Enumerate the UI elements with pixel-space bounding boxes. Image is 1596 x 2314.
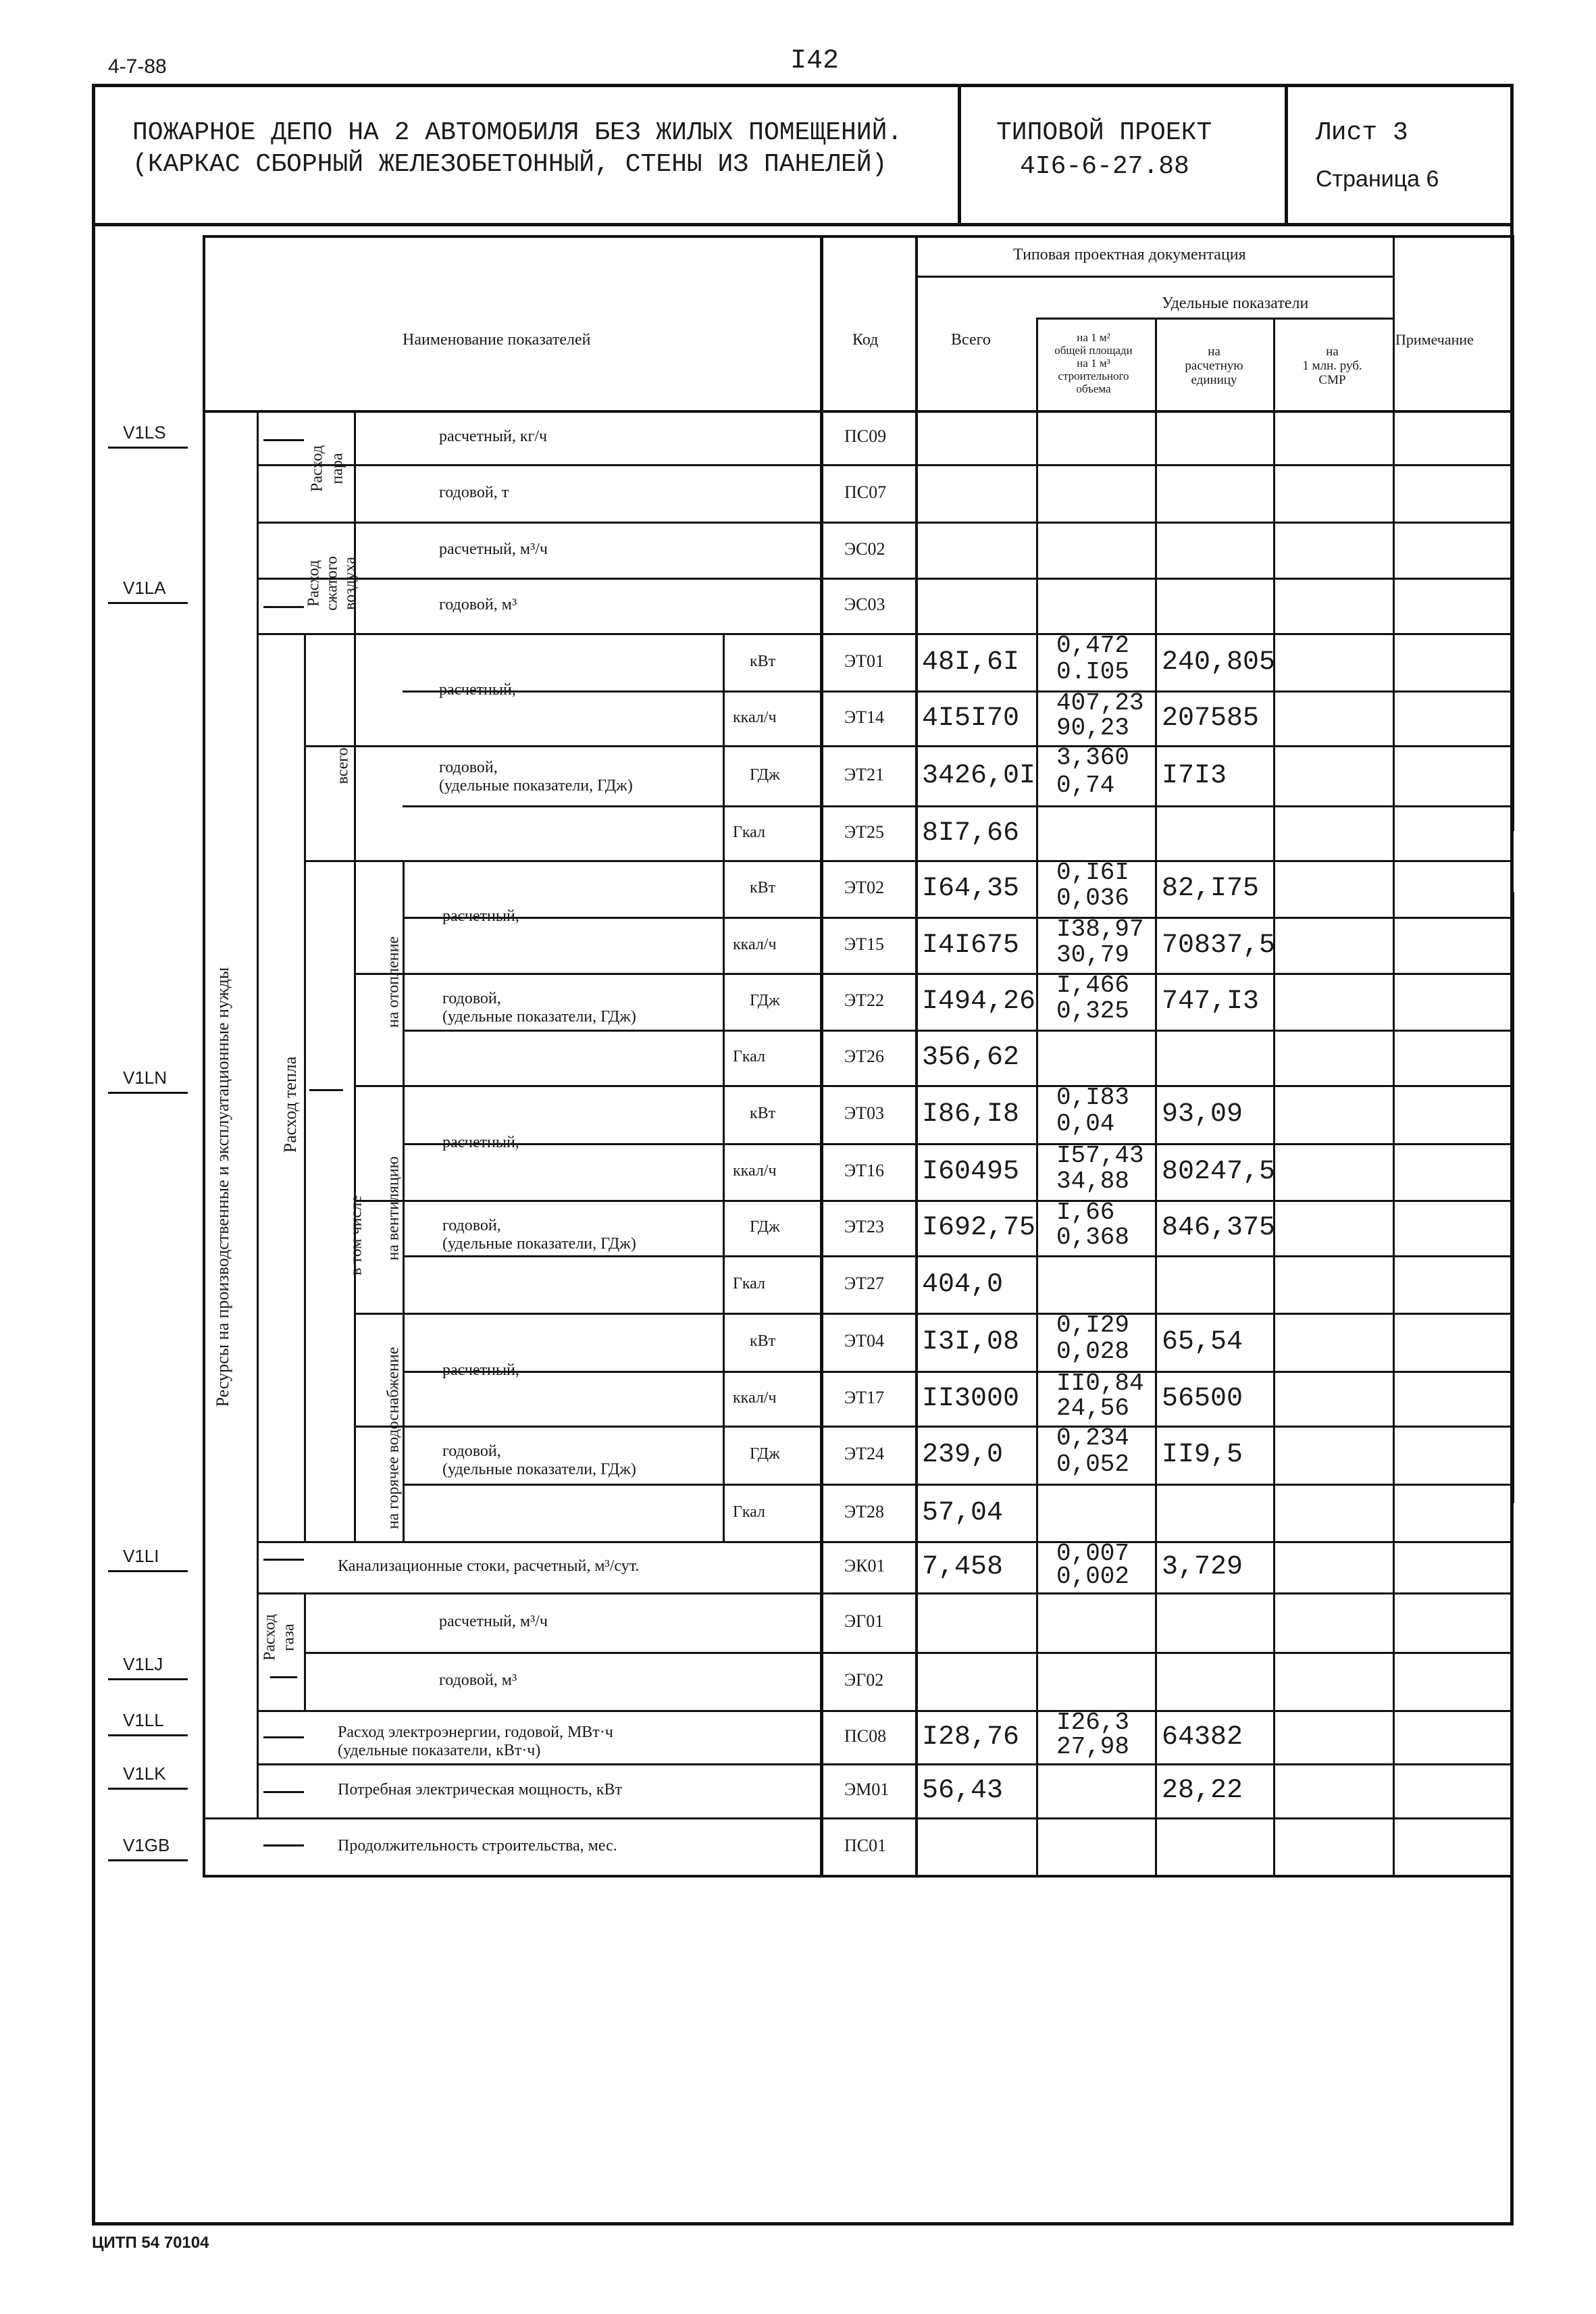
row-unit: Гкал: [733, 1048, 766, 1065]
row-unit: Гкал: [733, 1503, 766, 1521]
bracket-tick: [263, 1791, 304, 1793]
hotwater-mid: [354, 1426, 723, 1428]
row-spec-unit: 56500: [1162, 1383, 1243, 1414]
section-air-end: [257, 633, 1512, 635]
table-left-border: [203, 235, 205, 1875]
section-resources-end: [203, 1817, 1512, 1819]
header-per-m2: [1036, 331, 1151, 395]
per-unit-line: единицу: [1191, 373, 1237, 387]
group-air-3: воздуха: [341, 557, 359, 610]
spec2-col-left: [1155, 318, 1157, 1875]
row-name: расчетный,: [442, 1361, 519, 1379]
group-heat-total: всего: [334, 747, 352, 784]
left-code: V1LA: [123, 578, 166, 598]
row-spec-area-b: 0.I05: [1056, 657, 1130, 686]
row-name: Расход электроэнергии, годовой, МВт·ч: [338, 1724, 613, 1741]
per-m2-line: строительного: [1058, 370, 1129, 382]
left-code: V1LL: [123, 1710, 164, 1730]
row-spec-area-b: 0,052: [1056, 1451, 1130, 1478]
page-of-sheet: Страница 6: [1316, 166, 1439, 192]
header-name: Наименование показателей: [403, 331, 591, 349]
document-date: 4-7-88: [108, 55, 167, 78]
row-code: ЭТ21: [844, 764, 885, 784]
row-spec-unit: 747,I3: [1162, 986, 1260, 1017]
bracket-tick: [263, 1844, 304, 1846]
row-total: I494,26: [922, 986, 1036, 1017]
row-code: ЭТ25: [844, 822, 885, 842]
row-unit: ккал/ч: [733, 708, 777, 726]
row-name: годовой, м³: [439, 596, 517, 613]
table-bottom: [203, 1875, 1512, 1878]
row-separator: [257, 1763, 1512, 1765]
per-m2-line: объема: [1076, 382, 1111, 395]
group-gas-2: газа: [280, 1624, 298, 1651]
row-code: ЭТ04: [844, 1331, 885, 1351]
row-spec-unit: 240,805: [1162, 647, 1276, 678]
row-code: ЭТ27: [844, 1273, 885, 1293]
row-unit: кВт: [750, 879, 776, 897]
left-code: V1LN: [123, 1067, 168, 1088]
per-m2-line: общей площади: [1054, 344, 1133, 357]
heating-mid: [354, 973, 723, 975]
left-code-underline: [108, 1788, 188, 1790]
row-unit: ГДж: [750, 1445, 780, 1463]
row-separator: [403, 690, 1512, 693]
group-incl: в том числе: [347, 1195, 365, 1276]
left-code-underline: [108, 1678, 188, 1680]
header-total: Всего: [951, 331, 991, 349]
row-unit: ккал/ч: [733, 1162, 777, 1180]
unit-col-left: [723, 633, 725, 1541]
group-gas-1: Расход: [261, 1614, 279, 1661]
table-right-border-upper: [1512, 235, 1514, 831]
row-spec-unit: 80247,5: [1162, 1157, 1276, 1187]
per-unit-line: расчетную: [1185, 359, 1243, 373]
row-total: 239,0: [922, 1440, 1004, 1470]
row-separator: [403, 1030, 1512, 1032]
row-code: ЭТ03: [844, 1103, 885, 1123]
header-note: Примечание: [1395, 331, 1474, 348]
row-spec-area-b: 0,74: [1056, 771, 1115, 799]
row-separator: [403, 1484, 1512, 1486]
row-code: ЭТ15: [844, 934, 885, 954]
per-unit-line: на: [1208, 345, 1220, 359]
row-spec-area-a: 407,23: [1056, 689, 1144, 717]
row-code: ПС08: [844, 1726, 887, 1746]
section-heat-total-end: [304, 860, 1512, 862]
row-name: расчетный, кг/ч: [439, 428, 548, 445]
header-code: Код: [852, 331, 879, 349]
group-resources: Ресурсы на производственные и эксплуатационные нужды: [213, 967, 232, 1407]
table-top-border: [203, 235, 1512, 238]
row-total: 8I7,66: [922, 818, 1020, 849]
row-total: 57,04: [922, 1497, 1004, 1528]
row-name: расчетный,: [439, 681, 516, 699]
row-spec-area-b: 0,028: [1056, 1338, 1130, 1365]
doc-header-under: [915, 276, 1393, 278]
row-name: расчетный,: [442, 907, 519, 925]
row-name-note: (удельные показатели, ГДж): [442, 1008, 636, 1026]
row-spec-area-b: 90,23: [1056, 713, 1130, 742]
row-separator: [403, 805, 1512, 807]
row-total: 404,0: [922, 1269, 1004, 1300]
row-name: годовой,: [439, 759, 498, 776]
header-specific: Удельные показатели: [1162, 295, 1309, 312]
row-separator: [403, 1371, 1512, 1373]
row-code: ЭТ23: [844, 1217, 885, 1236]
group-ventilation: на вентиляцию: [384, 1156, 403, 1261]
note-col-left: [1393, 235, 1395, 1875]
row-name-note: (удельные показатели, ГДж): [439, 777, 633, 795]
title-block-bottom: [92, 223, 1514, 226]
row-code: ЭТ26: [844, 1047, 885, 1066]
group-air-2: сжатого: [323, 556, 341, 611]
row-name: годовой,: [442, 990, 501, 1007]
footer-stamp: ЦИТП 54 70104: [92, 2234, 209, 2252]
row-name: Потребная электрическая мощность, кВт: [338, 1781, 622, 1799]
row-spec-unit: I7I3: [1162, 760, 1227, 791]
row-separator: [723, 1200, 1512, 1202]
spec1-col-left: [1036, 318, 1038, 1875]
header-bottom: [203, 410, 1512, 413]
row-spec-unit: 82,I75: [1162, 874, 1260, 904]
row-code: ЭТ01: [844, 651, 885, 671]
row-name: годовой,: [442, 1442, 501, 1460]
row-name: годовой,: [442, 1217, 501, 1234]
row-unit: ГДж: [750, 765, 780, 784]
row-spec-area-b: 24,56: [1056, 1394, 1130, 1422]
row-spec-area-b: 0,002: [1056, 1563, 1130, 1590]
row-separator: [257, 464, 1512, 466]
row-spec-area-b: 34,88: [1056, 1167, 1130, 1195]
title-line-1: ПОЖАРНОЕ ДЕПО НА 2 АВТОМОБИЛЯ БЕЗ ЖИЛЫХ ПОМЕЩЕНИЙ.: [132, 118, 903, 147]
group-hotwater: на горячее водоснабжение: [384, 1347, 403, 1530]
row-spec-area-a: I26,3: [1056, 1709, 1130, 1736]
heat-group-right: [304, 633, 306, 1541]
row-spec-area-a: 0,007: [1056, 1540, 1130, 1567]
row-unit: кВт: [750, 1105, 776, 1122]
row-name: расчетный, м³/ч: [439, 540, 548, 558]
left-code: V1LJ: [123, 1654, 163, 1674]
row-spec-area-a: 0,234: [1056, 1424, 1130, 1452]
page-number: I42: [790, 46, 840, 76]
row-unit: ГДж: [750, 992, 780, 1009]
row-spec-area-a: 0,I6I: [1056, 859, 1130, 886]
per-m2-line: на 1 м²: [1077, 331, 1110, 344]
row-spec-area-b: 0,036: [1056, 884, 1130, 912]
title-line-2: (КАРКАС СБОРНЫЙ ЖЕЛЕЗОБЕТОННЫЙ, СТЕНЫ ИЗ ПАНЕЛЕЙ): [132, 150, 887, 179]
row-name: годовой, м³: [439, 1671, 517, 1689]
row-total: 356,62: [922, 1042, 1020, 1073]
row-unit: кВт: [750, 652, 776, 670]
gas-label-right: [304, 1592, 306, 1710]
row-name: Канализационные стоки, расчетный, м³/сут.: [338, 1557, 640, 1575]
row-spec-area-b: 0,04: [1056, 1110, 1115, 1138]
section-ventilation-end: [354, 1313, 1512, 1315]
row-code: ЭТ24: [844, 1444, 885, 1463]
row-spec-area-a: 0,I83: [1056, 1084, 1130, 1111]
row-code: ЭС02: [844, 538, 885, 559]
row-code: ЭТ02: [844, 878, 885, 897]
row-spec-area-a: I57,43: [1056, 1142, 1144, 1169]
row-code: ЭТ16: [844, 1161, 885, 1180]
row-spec-unit: 64382: [1162, 1721, 1243, 1753]
row-spec-area-a: 3,360: [1056, 744, 1130, 772]
row-code: ЭТ14: [844, 707, 885, 727]
heat-total-mid: [304, 745, 723, 747]
row-total: I64,35: [922, 874, 1020, 904]
spec3-col-left: [1273, 318, 1275, 1875]
bracket-tick: [263, 1559, 304, 1561]
bracket-tick: [309, 1089, 343, 1091]
per-mln-line: на: [1326, 345, 1339, 359]
row-total: I692,75: [922, 1213, 1036, 1243]
left-code: V1LS: [123, 422, 166, 443]
row-spec-unit: 28,22: [1162, 1776, 1243, 1806]
row-total: 48I,6I: [922, 647, 1020, 678]
row-name: расчетный,: [442, 1134, 519, 1151]
code-col-left: [820, 235, 823, 1875]
row-spec-unit: II9,5: [1162, 1440, 1243, 1470]
row-name: расчетный, м³/ч: [439, 1613, 548, 1630]
row-unit: ккал/ч: [733, 1388, 777, 1407]
row-spec-area-b: 0,368: [1056, 1224, 1130, 1251]
row-unit: кВт: [750, 1332, 776, 1350]
ventilation-mid: [354, 1200, 723, 1202]
row-separator: [304, 1652, 1512, 1654]
row-total: I3I,08: [922, 1327, 1020, 1357]
row-separator: [257, 578, 1512, 580]
row-spec-area-a: 0,472: [1056, 632, 1130, 659]
row-code: ЭГ01: [844, 1611, 884, 1631]
sheet-number: Лист 3: [1316, 118, 1408, 147]
row-spec-area-a: I38,97: [1056, 915, 1144, 943]
project-number: 4I6-6-27.88: [1020, 152, 1189, 181]
row-total: I28,76: [922, 1721, 1020, 1753]
total-col-left: [915, 235, 918, 1875]
row-separator: [257, 1592, 1512, 1594]
header-per-mln: [1273, 345, 1391, 387]
row-spec-unit: 207585: [1162, 703, 1260, 734]
header-doc: Типовая проектная документация: [1013, 246, 1246, 263]
table-right-border-mid: [1512, 892, 1514, 1503]
header-per-unit: [1155, 345, 1273, 387]
bracket-tick: [263, 606, 304, 608]
left-code-underline: [108, 1570, 188, 1572]
resources-group-right: [257, 410, 259, 1817]
title-divider-1: [958, 84, 961, 224]
left-code: V1LK: [123, 1763, 166, 1784]
row-code: ЭТ17: [844, 1387, 885, 1407]
row-spec-area-a: I,466: [1056, 972, 1130, 999]
row-total: I4I675: [922, 930, 1020, 961]
row-total: II3000: [922, 1383, 1020, 1414]
row-name: годовой, т: [439, 483, 509, 501]
row-total: I86,I8: [922, 1099, 1020, 1130]
per-mln-line: 1 млн. руб.: [1302, 359, 1362, 373]
row-total: 3426,0I: [922, 760, 1036, 791]
left-code: V1LI: [123, 1546, 159, 1566]
row-code: ЭС03: [844, 595, 885, 614]
row-total: 7,458: [922, 1552, 1004, 1582]
per-m2-line: на 1 м³: [1077, 357, 1110, 370]
group-air-1: Расход: [305, 560, 323, 607]
row-code: ЭМ01: [844, 1780, 890, 1799]
row-name-note: (удельные показатели, кВт·ч): [338, 1742, 541, 1759]
row-spec-area-a: I,66: [1056, 1199, 1115, 1226]
section-steam-end: [257, 522, 1512, 524]
bracket-tick: [270, 1676, 297, 1678]
row-spec-unit: 3,729: [1162, 1552, 1243, 1582]
row-spec-area-a: II0,84: [1056, 1369, 1144, 1397]
left-code-underline: [108, 1092, 188, 1094]
row-spec-unit: 846,375: [1162, 1213, 1276, 1243]
row-unit: Гкал: [733, 1274, 766, 1292]
project-label: ТИПОВОЙ ПРОЕКТ: [996, 118, 1212, 147]
row-separator: [257, 1710, 1512, 1712]
row-unit: ГДж: [750, 1218, 780, 1236]
row-spec-unit: 65,54: [1162, 1327, 1243, 1357]
row-separator: [403, 917, 1512, 919]
left-code-underline: [108, 447, 188, 449]
group-steam-2: пара: [328, 453, 346, 484]
row-spec-area-a: 0,I29: [1056, 1311, 1130, 1339]
row-unit: ккал/ч: [733, 935, 777, 953]
title-divider-2: [1285, 84, 1288, 224]
left-code-underline: [108, 602, 188, 604]
row-code: ЭК01: [844, 1556, 885, 1576]
group-heat: Расход тепла: [280, 1056, 300, 1153]
row-code: ПС07: [844, 482, 887, 502]
row-spec-area-b: 30,79: [1056, 940, 1130, 969]
bracket-tick: [263, 439, 304, 441]
left-code: V1GB: [123, 1835, 170, 1855]
specific-header-under: [1036, 318, 1393, 320]
row-name-note: (удельные показатели, ГДж): [442, 1461, 636, 1478]
left-code-underline: [108, 1734, 188, 1736]
row-code: ПС09: [844, 426, 887, 446]
row-code: ЭГ02: [844, 1670, 884, 1690]
row-total: 4I5I70: [922, 703, 1020, 734]
bracket-tick: [263, 1736, 304, 1738]
row-spec-unit: 70837,5: [1162, 930, 1276, 961]
per-mln-line: СМР: [1318, 373, 1346, 387]
row-separator: [403, 1143, 1512, 1145]
group-heating: на отопление: [384, 936, 403, 1028]
row-spec-unit: 93,09: [1162, 1099, 1243, 1130]
row-total: I60495: [922, 1157, 1020, 1187]
left-code-underline: [108, 1859, 188, 1861]
row-spec-area-b: 0,325: [1056, 997, 1130, 1025]
row-code: ЭТ22: [844, 990, 885, 1010]
row-separator: [403, 1255, 1512, 1257]
row-name-note: (удельные показатели, ГДж): [442, 1235, 636, 1253]
section-heat-end: [257, 1541, 1512, 1543]
row-total: 56,43: [922, 1776, 1004, 1806]
row-spec-area-b: 27,98: [1056, 1732, 1130, 1761]
row-code: ЭТ28: [844, 1501, 885, 1521]
row-name: Продолжительность строительства, мес.: [338, 1836, 617, 1855]
section-heating-end: [354, 1085, 1512, 1087]
row-code: ПС01: [844, 1835, 887, 1855]
group-steam-1: Расход: [308, 445, 326, 492]
row-unit: Гкал: [733, 823, 766, 841]
